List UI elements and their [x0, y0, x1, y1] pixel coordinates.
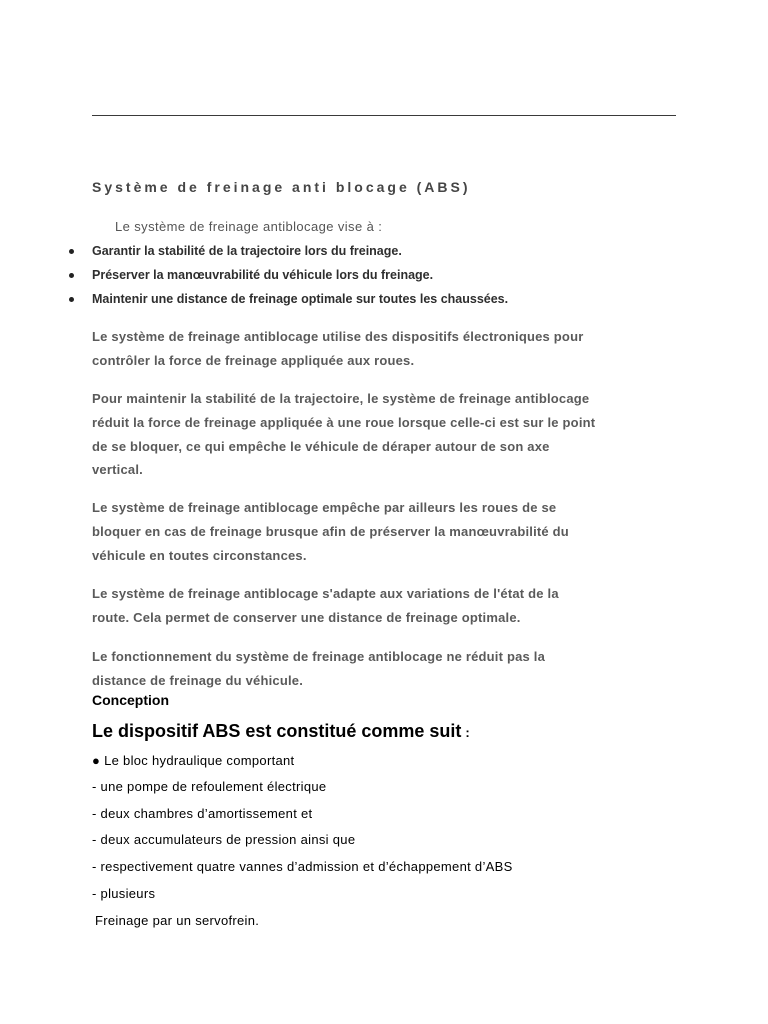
paragraph-line: réduit la force de freinage appliquée à une roue lorsque celle-ci est sur le point	[92, 415, 596, 430]
component-item: - respectivement quatre vannes d’admission et d’échappement d’ABS	[92, 859, 513, 874]
bullet-item: Maintenir une distance de freinage optimale sur toutes les chaussées.	[92, 292, 509, 306]
component-item: - deux accumulateurs de pression ainsi que	[92, 832, 356, 847]
paragraph-line: Le système de freinage antiblocage utilise des dispositifs électroniques pour	[92, 329, 584, 344]
paragraph-line: bloquer en cas de freinage brusque afin de préserver la manœuvrabilité du	[92, 524, 569, 539]
components-heading-text: Le dispositif ABS est constitué comme suit	[92, 721, 462, 741]
paragraph-line: Pour maintenir la stabilité de la trajectoire, le système de freinage antiblocage	[92, 391, 590, 406]
component-item: Freinage par un servofrein.	[95, 913, 260, 928]
paragraph-line: route. Cela permet de conserver une distance de freinage optimale.	[92, 610, 521, 625]
bullet-item: Garantir la stabilité de la trajectoire lors du freinage.	[92, 244, 402, 258]
components-heading	[92, 721, 470, 741]
section-title-conception: Conception	[92, 692, 169, 708]
component-item: - plusieurs	[92, 886, 156, 901]
paragraph-line: Le système de freinage antiblocage s'adapte aux variations de l'état de la	[92, 586, 559, 601]
paragraph-line: véhicule en toutes circonstances.	[92, 548, 307, 563]
paragraph-line: de se bloquer, ce qui empêche le véhicule de déraper autour de son axe	[92, 439, 550, 454]
component-item: - une pompe de refoulement électrique	[92, 779, 327, 794]
horizontal-rule	[92, 115, 676, 116]
bullet-dot	[69, 273, 74, 278]
bullet-dot	[69, 249, 74, 254]
paragraph-line: contrôler la force de freinage appliquée aux roues.	[92, 353, 415, 368]
paragraph-line: Le fonctionnement du système de freinage antiblocage ne réduit pas la	[92, 649, 546, 664]
bullet-item: Préserver la manœuvrabilité du véhicule lors du freinage.	[92, 268, 434, 282]
bullet-dot	[69, 297, 74, 302]
document-title: Système de freinage anti blocage (ABS)	[92, 179, 471, 195]
component-item: - deux chambres d’amortissement et	[92, 806, 313, 821]
intro-text: Le système de freinage antiblocage vise à :	[115, 219, 383, 234]
components-heading-colon: :	[465, 725, 470, 740]
paragraph-line: distance de freinage du véhicule.	[92, 673, 304, 688]
component-item: ● Le bloc hydraulique comportant	[92, 753, 295, 768]
paragraph-line: vertical.	[92, 462, 143, 477]
paragraph-line: Le système de freinage antiblocage empêche par ailleurs les roues de se	[92, 500, 557, 515]
